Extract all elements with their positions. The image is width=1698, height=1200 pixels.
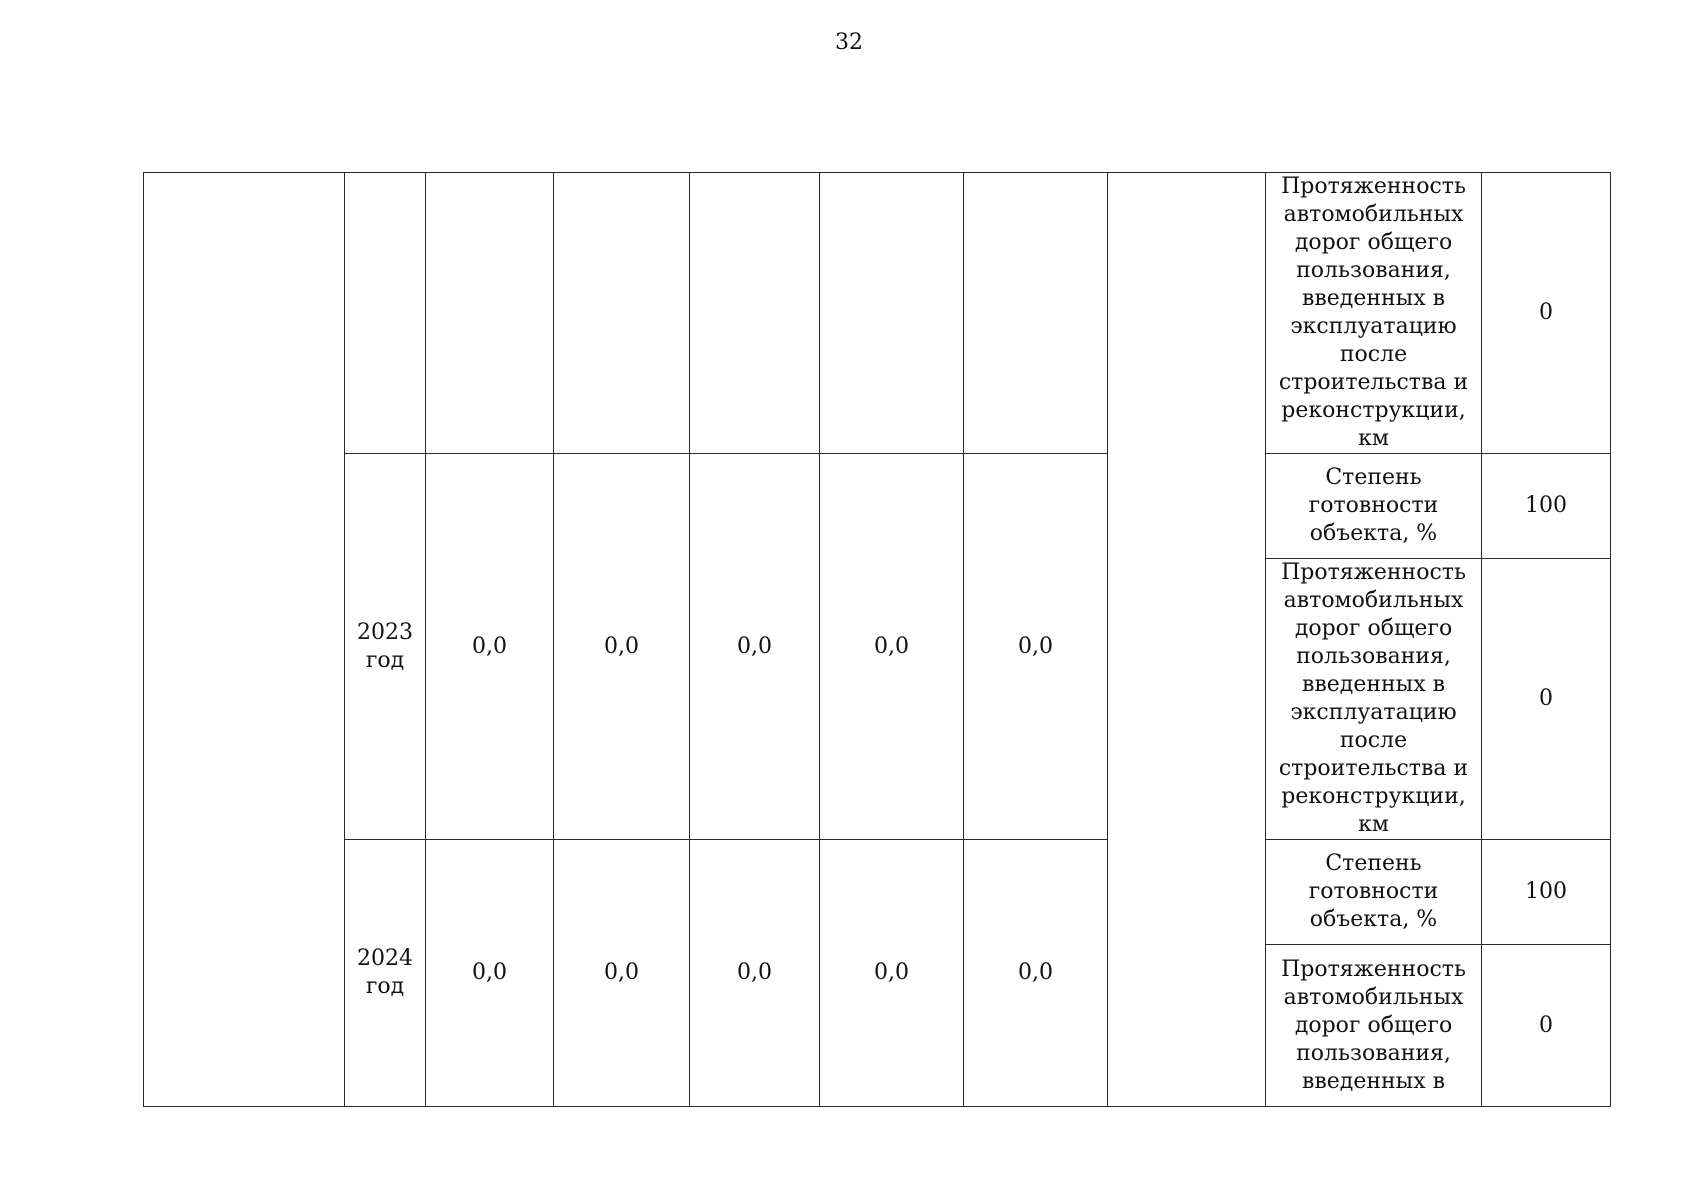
- indicator-value-cell: 100: [1482, 840, 1611, 945]
- amount-cell: [820, 173, 964, 454]
- indicator-value-cell: 100: [1482, 454, 1611, 559]
- table-row: [144, 173, 1611, 454]
- amount-cell: 0,0: [690, 454, 820, 840]
- amount-cell: [426, 173, 554, 454]
- amount-cell: 0,0: [690, 840, 820, 1107]
- indicator-name-cell: Протяженность автомобильных дорог общего пользования, введенных в: [1266, 945, 1482, 1107]
- indicator-value-cell: 0: [1482, 945, 1611, 1107]
- year-cell: 2024 год: [345, 840, 426, 1107]
- amount-cell: [690, 173, 820, 454]
- amount-cell: [554, 173, 690, 454]
- table-row: [144, 454, 1611, 559]
- table-row: [144, 840, 1611, 945]
- amount-cell: 0,0: [554, 454, 690, 840]
- page-number: 32: [835, 30, 863, 55]
- amount-cell: 0,0: [820, 840, 964, 1107]
- executor-cell: [1108, 173, 1266, 1107]
- indicator-name-cell: Степень готовности объекта, %: [1266, 840, 1482, 945]
- indicator-name-cell: Степень готовности объекта, %: [1266, 454, 1482, 559]
- object-name-cell: [144, 173, 345, 1107]
- indicator-value-cell: 0: [1482, 173, 1611, 454]
- amount-cell: [964, 173, 1108, 454]
- indicator-name-cell: Протяженность автомобильных дорог общего пользования, введенных в эксплуатацию после строительства и реконструкции, км: [1266, 559, 1482, 840]
- amount-cell: 0,0: [964, 840, 1108, 1107]
- amount-cell: 0,0: [554, 840, 690, 1107]
- amount-cell: 0,0: [820, 454, 964, 840]
- indicator-name-cell: Протяженность автомобильных дорог общего пользования, введенных в эксплуатацию после строительства и реконструкции, км: [1266, 173, 1482, 454]
- indicator-value-cell: 0: [1482, 559, 1611, 840]
- program-table: [143, 172, 1611, 1107]
- amount-cell: 0,0: [426, 454, 554, 840]
- year-cell: 2023 год: [345, 454, 426, 840]
- amount-cell: 0,0: [426, 840, 554, 1107]
- amount-cell: 0,0: [964, 454, 1108, 840]
- year-cell: [345, 173, 426, 454]
